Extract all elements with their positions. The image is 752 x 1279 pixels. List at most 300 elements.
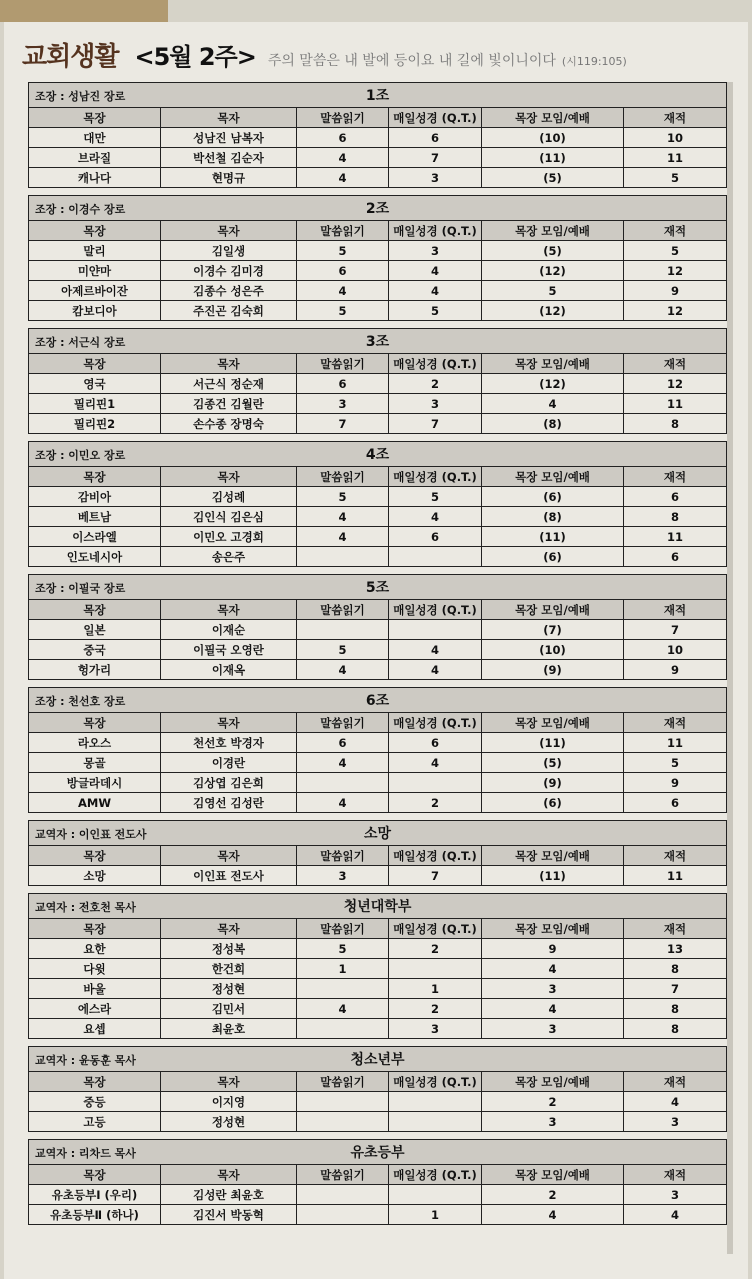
- table-cell: 3: [297, 866, 389, 886]
- table-cell: 11: [624, 527, 727, 547]
- attendance-table: [28, 441, 727, 567]
- table-cell: 4: [624, 1092, 727, 1112]
- table-cell: 6: [297, 261, 389, 281]
- column-header: 목자: [161, 846, 297, 866]
- table-row: [29, 128, 727, 148]
- table-cell: [389, 1112, 482, 1132]
- table-cell: 7: [389, 414, 482, 434]
- table-cell: (6): [482, 793, 624, 813]
- table-cell: AMW: [29, 793, 161, 813]
- section-name: 2조: [365, 201, 390, 217]
- section-table: [28, 82, 726, 188]
- table-cell: 다윗: [29, 959, 161, 979]
- section-leader: 교역자 : 윤동훈 목사: [35, 1054, 136, 1067]
- table-cell: 4: [389, 261, 482, 281]
- page-header: [22, 36, 627, 76]
- table-edge-shadow: [727, 82, 733, 1254]
- table-row: [29, 527, 727, 547]
- column-header: 재적: [624, 354, 727, 374]
- table-cell: 7: [389, 148, 482, 168]
- table-cell: 김종수 성은주: [161, 281, 297, 301]
- section-title-cell: [29, 821, 727, 846]
- column-header: 말씀읽기: [297, 919, 389, 939]
- column-header: 목장 모임/예배: [482, 713, 624, 733]
- attendance-table: [28, 574, 727, 680]
- column-header: 말씀읽기: [297, 354, 389, 374]
- table-row: [29, 241, 727, 261]
- section-name: 청소년부: [350, 1052, 405, 1068]
- table-cell: 영국: [29, 374, 161, 394]
- section-title-row: [29, 821, 727, 846]
- table-cell: 정성현: [161, 1112, 297, 1132]
- table-row: [29, 281, 727, 301]
- table-cell: 12: [624, 301, 727, 321]
- table-cell: 김성란 최윤호: [161, 1185, 297, 1205]
- table-cell: 6: [624, 547, 727, 567]
- table-cell: 2: [389, 999, 482, 1019]
- table-cell: 에스라: [29, 999, 161, 1019]
- table-cell: 2: [482, 1092, 624, 1112]
- section-title-cell: [29, 894, 727, 919]
- section-name: 청년대학부: [343, 899, 412, 915]
- table-cell: 김성례: [161, 487, 297, 507]
- page-title: 교회생활: [22, 42, 119, 72]
- table-cell: 6: [389, 733, 482, 753]
- table-row: [29, 547, 727, 567]
- table-cell: 4: [482, 959, 624, 979]
- week-label: <5월 2주>: [134, 43, 256, 71]
- table-row: [29, 301, 727, 321]
- table-cell: 이재순: [161, 620, 297, 640]
- table-row: [29, 620, 727, 640]
- table-cell: 최윤호: [161, 1019, 297, 1039]
- table-cell: 김상엽 김은희: [161, 773, 297, 793]
- table-row: [29, 733, 727, 753]
- column-header: 재적: [624, 600, 727, 620]
- table-cell: 캐나다: [29, 168, 161, 188]
- table-cell: 서근식 정순재: [161, 374, 297, 394]
- table-cell: 5: [297, 939, 389, 959]
- section-title-cell: [29, 83, 727, 108]
- table-cell: 6: [624, 487, 727, 507]
- table-cell: 요한: [29, 939, 161, 959]
- table-cell: 7: [624, 620, 727, 640]
- section-name: 4조: [365, 447, 390, 463]
- table-cell: 현명규: [161, 168, 297, 188]
- table-cell: 9: [624, 773, 727, 793]
- table-cell: 3: [482, 1112, 624, 1132]
- section-title-row: [29, 894, 727, 919]
- table-cell: 1: [389, 1205, 482, 1225]
- table-cell: 9: [482, 939, 624, 959]
- table-row: [29, 168, 727, 188]
- table-cell: (8): [482, 414, 624, 434]
- section-title-row: [29, 442, 727, 467]
- table-cell: 이인표 전도사: [161, 866, 297, 886]
- section-table: [28, 1046, 726, 1132]
- column-header: 목장: [29, 467, 161, 487]
- table-cell: 4: [624, 1205, 727, 1225]
- column-header: 목자: [161, 354, 297, 374]
- section-title-cell: [29, 196, 727, 221]
- column-header: 재적: [624, 108, 727, 128]
- column-header: 재적: [624, 1165, 727, 1185]
- table-cell: 8: [624, 414, 727, 434]
- column-header: 재적: [624, 221, 727, 241]
- section-name: 6조: [365, 693, 390, 709]
- table-cell: 5: [297, 241, 389, 261]
- section-leader: 조장 : 천선호 장로: [35, 695, 126, 708]
- table-cell: (5): [482, 753, 624, 773]
- table-cell: 일본: [29, 620, 161, 640]
- table-cell: 2: [389, 939, 482, 959]
- table-cell: 3: [482, 1019, 624, 1039]
- table-row: [29, 487, 727, 507]
- table-cell: 13: [624, 939, 727, 959]
- table-row: [29, 1112, 727, 1132]
- table-cell: 9: [624, 281, 727, 301]
- table-cell: 이필국 오영란: [161, 640, 297, 660]
- column-header: 목장 모임/예배: [482, 919, 624, 939]
- column-header: 목자: [161, 108, 297, 128]
- table-cell: (12): [482, 261, 624, 281]
- table-cell: 김진서 박동혁: [161, 1205, 297, 1225]
- table-cell: 1: [389, 979, 482, 999]
- table-cell: 11: [624, 866, 727, 886]
- table-cell: 3: [389, 1019, 482, 1039]
- section-name: 유초등부: [350, 1145, 405, 1161]
- table-cell: 4: [297, 148, 389, 168]
- column-header: 재적: [624, 919, 727, 939]
- table-cell: 이민오 고경희: [161, 527, 297, 547]
- column-header: 목장 모임/예배: [482, 354, 624, 374]
- section-table: [28, 820, 726, 886]
- column-header: 목자: [161, 467, 297, 487]
- column-header: 말씀읽기: [297, 600, 389, 620]
- table-row: [29, 660, 727, 680]
- column-header: 말씀읽기: [297, 221, 389, 241]
- section-table: [28, 328, 726, 434]
- column-header-row: [29, 354, 727, 374]
- table-cell: 5: [389, 301, 482, 321]
- attendance-table: [28, 195, 727, 321]
- table-cell: 4: [482, 999, 624, 1019]
- attendance-table: [28, 82, 727, 188]
- table-cell: 8: [624, 999, 727, 1019]
- table-cell: 미얀마: [29, 261, 161, 281]
- section-leader: 조장 : 이필국 장로: [35, 582, 126, 595]
- column-header: 목장: [29, 108, 161, 128]
- table-cell: 8: [624, 959, 727, 979]
- table-cell: 5: [624, 753, 727, 773]
- table-cell: (5): [482, 168, 624, 188]
- section-name: 소망: [364, 826, 392, 842]
- section-table: [28, 687, 726, 813]
- table-cell: 7: [297, 414, 389, 434]
- table-cell: 3: [389, 241, 482, 261]
- table-cell: 12: [624, 374, 727, 394]
- table-cell: 요셉: [29, 1019, 161, 1039]
- table-cell: [297, 1185, 389, 1205]
- attendance-tables: [28, 82, 726, 1232]
- column-header: 목장 모임/예배: [482, 600, 624, 620]
- table-cell: 김영선 김성란: [161, 793, 297, 813]
- section-name: 5조: [365, 580, 390, 596]
- table-cell: 8: [624, 507, 727, 527]
- table-row: [29, 507, 727, 527]
- table-cell: (6): [482, 487, 624, 507]
- column-header: 목장 모임/예배: [482, 846, 624, 866]
- table-cell: [297, 547, 389, 567]
- table-cell: 4: [297, 660, 389, 680]
- table-cell: 4: [297, 999, 389, 1019]
- section-leader: 교역자 : 이인표 전도사: [35, 828, 147, 841]
- column-header: 말씀읽기: [297, 1165, 389, 1185]
- table-cell: 정성현: [161, 979, 297, 999]
- table-cell: 3: [297, 394, 389, 414]
- table-cell: 이경란: [161, 753, 297, 773]
- table-cell: 7: [389, 866, 482, 886]
- table-row: [29, 148, 727, 168]
- table-row: [29, 394, 727, 414]
- table-row: [29, 374, 727, 394]
- column-header: 목장 모임/예배: [482, 1165, 624, 1185]
- table-cell: (5): [482, 241, 624, 261]
- table-cell: 주진곤 김숙희: [161, 301, 297, 321]
- table-cell: 12: [624, 261, 727, 281]
- column-header: 목자: [161, 600, 297, 620]
- table-row: [29, 1205, 727, 1225]
- column-header: 매일성경 (Q.T.): [389, 1165, 482, 1185]
- table-cell: (8): [482, 507, 624, 527]
- table-cell: 중등: [29, 1092, 161, 1112]
- column-header-row: [29, 221, 727, 241]
- table-cell: (11): [482, 148, 624, 168]
- section-title-cell: [29, 1140, 727, 1165]
- column-header: 매일성경 (Q.T.): [389, 600, 482, 620]
- table-cell: 김인식 김은심: [161, 507, 297, 527]
- table-cell: 고등: [29, 1112, 161, 1132]
- attendance-table: [28, 328, 727, 434]
- table-cell: 11: [624, 148, 727, 168]
- table-cell: 6: [297, 128, 389, 148]
- attendance-table: [28, 1046, 727, 1132]
- column-header: 목자: [161, 221, 297, 241]
- table-cell: (7): [482, 620, 624, 640]
- verse-reference: (시119:105): [561, 55, 627, 68]
- table-cell: 5: [297, 301, 389, 321]
- table-cell: 10: [624, 128, 727, 148]
- column-header: 말씀읽기: [297, 1072, 389, 1092]
- table-cell: 캄보디아: [29, 301, 161, 321]
- column-header-row: [29, 713, 727, 733]
- column-header-row: [29, 846, 727, 866]
- table-cell: 이재옥: [161, 660, 297, 680]
- table-cell: [297, 1112, 389, 1132]
- table-cell: (9): [482, 660, 624, 680]
- table-cell: 이스라엘: [29, 527, 161, 547]
- table-row: [29, 793, 727, 813]
- column-header: 매일성경 (Q.T.): [389, 221, 482, 241]
- section-title-cell: [29, 1047, 727, 1072]
- attendance-table: [28, 687, 727, 813]
- section-title-cell: [29, 575, 727, 600]
- table-cell: 박선철 김순자: [161, 148, 297, 168]
- section-leader: 조장 : 서근식 장로: [35, 336, 126, 349]
- column-header-row: [29, 600, 727, 620]
- column-header: 목자: [161, 1165, 297, 1185]
- column-header-row: [29, 467, 727, 487]
- section-title-cell: [29, 688, 727, 713]
- table-cell: [389, 773, 482, 793]
- column-header: 목자: [161, 713, 297, 733]
- column-header: 매일성경 (Q.T.): [389, 713, 482, 733]
- section-table: [28, 195, 726, 321]
- section-leader: 조장 : 성남진 장로: [35, 90, 126, 103]
- table-cell: (12): [482, 374, 624, 394]
- table-cell: [297, 1205, 389, 1225]
- table-cell: 2: [482, 1185, 624, 1205]
- column-header: 목장 모임/예배: [482, 467, 624, 487]
- table-cell: 5: [482, 281, 624, 301]
- table-cell: 천선호 박경자: [161, 733, 297, 753]
- table-row: [29, 640, 727, 660]
- table-cell: 6: [297, 374, 389, 394]
- table-cell: 4: [389, 640, 482, 660]
- table-row: [29, 261, 727, 281]
- table-cell: (10): [482, 640, 624, 660]
- column-header: 목장 모임/예배: [482, 221, 624, 241]
- section-name: 3조: [365, 334, 390, 350]
- table-row: [29, 1092, 727, 1112]
- table-cell: 9: [624, 660, 727, 680]
- section-leader: 교역자 : 전호천 목사: [35, 901, 136, 914]
- table-cell: 4: [297, 281, 389, 301]
- table-cell: 4: [482, 1205, 624, 1225]
- table-cell: 필리핀1: [29, 394, 161, 414]
- table-cell: 방글라데시: [29, 773, 161, 793]
- column-header: 목장 모임/예배: [482, 1072, 624, 1092]
- section-title-row: [29, 688, 727, 713]
- section-table: [28, 893, 726, 1039]
- table-cell: (9): [482, 773, 624, 793]
- table-cell: 3: [389, 168, 482, 188]
- column-header: 재적: [624, 713, 727, 733]
- column-header: 재적: [624, 467, 727, 487]
- table-cell: 5: [389, 487, 482, 507]
- table-cell: (11): [482, 866, 624, 886]
- table-row: [29, 1019, 727, 1039]
- table-cell: 4: [297, 793, 389, 813]
- column-header: 말씀읽기: [297, 108, 389, 128]
- table-cell: 바울: [29, 979, 161, 999]
- table-cell: 아제르바이잔: [29, 281, 161, 301]
- table-cell: 대만: [29, 128, 161, 148]
- column-header: 매일성경 (Q.T.): [389, 354, 482, 374]
- table-cell: 2: [389, 793, 482, 813]
- table-cell: (11): [482, 527, 624, 547]
- table-cell: 6: [297, 733, 389, 753]
- top-tab-decoration: [0, 0, 168, 22]
- column-header: 매일성경 (Q.T.): [389, 846, 482, 866]
- section-table: [28, 1139, 726, 1225]
- table-cell: 유초등부Ⅱ (하나): [29, 1205, 161, 1225]
- table-cell: 4: [389, 281, 482, 301]
- table-cell: 손수종 장명숙: [161, 414, 297, 434]
- table-cell: 김민서: [161, 999, 297, 1019]
- table-cell: 3: [482, 979, 624, 999]
- table-cell: [297, 620, 389, 640]
- table-cell: 3: [389, 394, 482, 414]
- table-cell: (11): [482, 733, 624, 753]
- section-title-row: [29, 1140, 727, 1165]
- table-cell: 3: [624, 1185, 727, 1205]
- section-name: 1조: [365, 88, 390, 104]
- table-cell: [297, 773, 389, 793]
- table-cell: 2: [389, 374, 482, 394]
- attendance-table: [28, 820, 727, 886]
- column-header: 목장 모임/예배: [482, 108, 624, 128]
- section-title-cell: [29, 442, 727, 467]
- table-cell: 4: [297, 507, 389, 527]
- table-cell: 정성복: [161, 939, 297, 959]
- table-cell: 10: [624, 640, 727, 660]
- table-cell: (10): [482, 128, 624, 148]
- table-cell: 4: [297, 168, 389, 188]
- table-cell: 김종건 김월란: [161, 394, 297, 414]
- table-cell: 한건희: [161, 959, 297, 979]
- column-header: 목장: [29, 221, 161, 241]
- table-cell: [389, 620, 482, 640]
- table-cell: 필리핀2: [29, 414, 161, 434]
- table-cell: 4: [297, 753, 389, 773]
- table-cell: 4: [482, 394, 624, 414]
- table-cell: [389, 1185, 482, 1205]
- table-cell: 이지영: [161, 1092, 297, 1112]
- column-header-row: [29, 919, 727, 939]
- table-cell: 성남진 남복자: [161, 128, 297, 148]
- column-header: 매일성경 (Q.T.): [389, 919, 482, 939]
- column-header: 말씀읽기: [297, 713, 389, 733]
- table-row: [29, 959, 727, 979]
- table-cell: 감비아: [29, 487, 161, 507]
- column-header: 목장: [29, 846, 161, 866]
- bible-verse: 주의 말씀은 내 발에 등이요 내 길에 빛이니이다: [267, 53, 556, 69]
- table-row: [29, 939, 727, 959]
- table-cell: 7: [624, 979, 727, 999]
- section-leader: 교역자 : 리차드 목사: [35, 1147, 136, 1160]
- column-header-row: [29, 1165, 727, 1185]
- table-cell: (12): [482, 301, 624, 321]
- table-row: [29, 414, 727, 434]
- section-title-row: [29, 575, 727, 600]
- table-cell: [297, 1092, 389, 1112]
- table-cell: 인도네시아: [29, 547, 161, 567]
- table-cell: (6): [482, 547, 624, 567]
- table-cell: 11: [624, 733, 727, 753]
- table-row: [29, 773, 727, 793]
- column-header: 말씀읽기: [297, 467, 389, 487]
- section-leader: 조장 : 이경수 장로: [35, 203, 126, 216]
- table-cell: 6: [389, 527, 482, 547]
- table-cell: 라오스: [29, 733, 161, 753]
- table-cell: [297, 979, 389, 999]
- section-table: [28, 574, 726, 680]
- table-cell: 송은주: [161, 547, 297, 567]
- table-cell: 5: [624, 241, 727, 261]
- table-cell: 5: [624, 168, 727, 188]
- column-header-row: [29, 1072, 727, 1092]
